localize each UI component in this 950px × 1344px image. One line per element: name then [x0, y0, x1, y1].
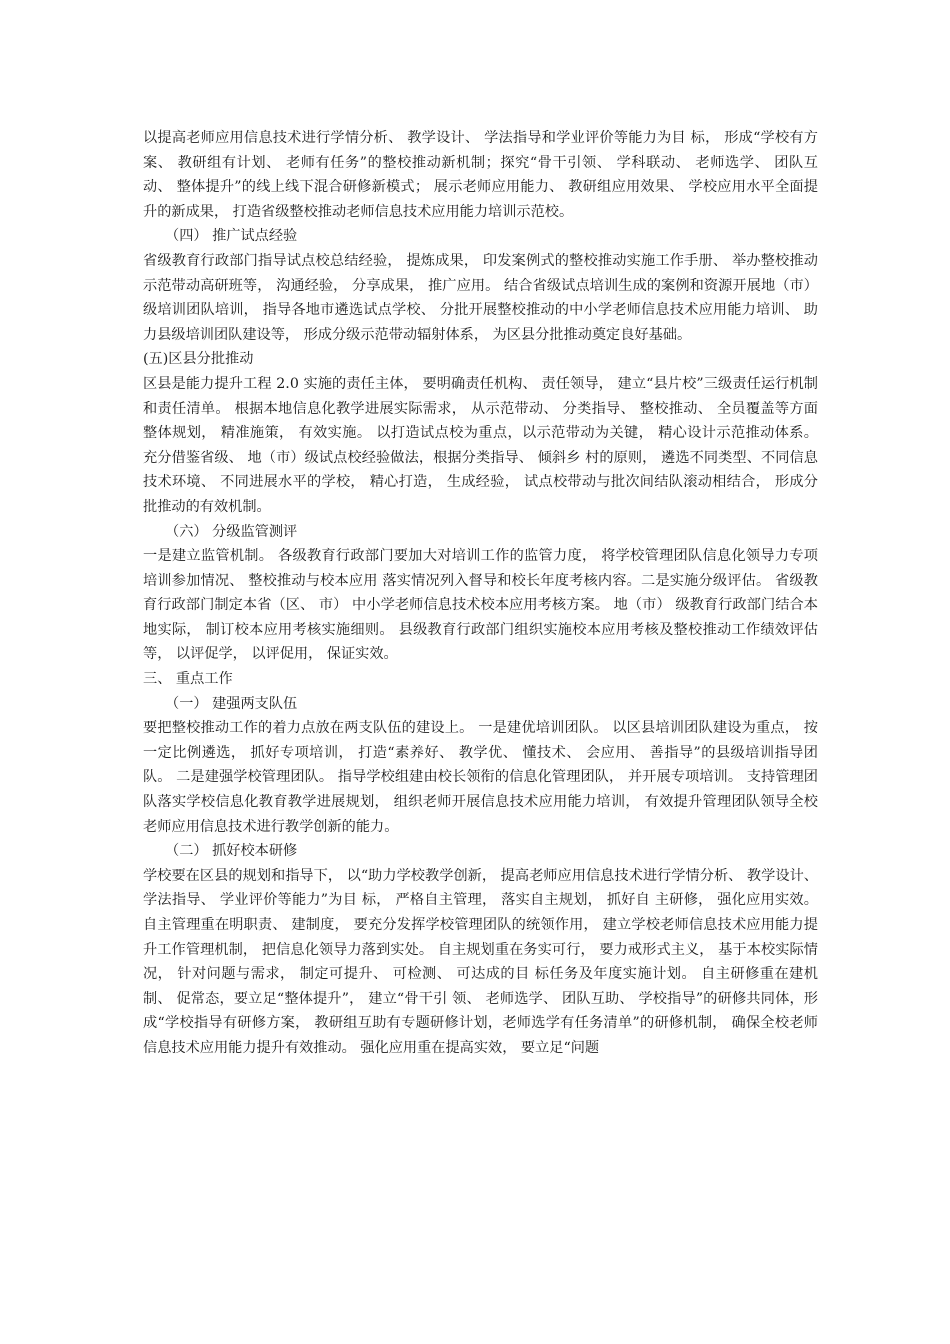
paragraph-school-research: 学校要在区县的规划和指导下， 以“助力学校教学创新， 提高老师应用信息技术进行学情分析、 教学设计、 学法指导、 学业评价等能力”为目 标， 严格自主管理， 落实自主规划， 抓好自 主研修， 强化应用实效。 自主管理重在明职责、 建制度， 要充分发挥学校管理团队的统领作用， 建立学校老师信息技术应用能力提升工作管理机制， 把信息化领导力落到实处。 自主规划重在务实可行， 要力戒形式主义， 基于本校实际情况， 针对问题与需求， 制定可提升、 可检测、 可达成的目 标任务及年度实施计划。 自主研修重在建机制、 促常态，要立足“整体提升”， 建立“骨干引 领、 老师选学、 团队互助、 学校指导”的研修共同体，形成“学校指导有研修方案， 教研组互助有专题研修计划，老师选学有任务清单”的研修机制， 确保全校老师信息技术应用能力提升有效推动。 强化应用重在提高实效， 要立足“问题: [143, 867, 818, 1056]
heading-promote-pilot: （四） 推广试点经验: [165, 228, 298, 245]
paragraph-training-goal: 以提高老师应用信息技术进行学情分析、 教学设计、 学法指导和学业评价等能力为目 标， 形成“学校有方案、 教研组有计划、 老师有任务”的整校推动新机制；探究“骨干引领、 学科联动、 老师选学、 团队互动、 整体提升”的线上线下混合研修新模式； 展示老师应用能力、 教研组应用效果、 学校应用水平全面提升的新成果， 打造省级整校推动老师信息技术应用能力培训示范校。: [143, 130, 818, 220]
paragraph-promote-pilot: 省级教育行政部门指导试点校总结经验， 提炼成果， 印发案例式的整校推动实施工作手册、 举办整校推动示范带动高研班等， 沟通经验， 分享成果， 推广应用。 结合省级试点培训生成的案例和资源开展地（市） 级培训团队培训， 指导各地市遴选试点学校、 分批开展整校推动的中小学老师信息技术应用能力培训、 助力县级培训团队建设等， 形成分级示范带动辐射体系， 为区县分批推动奠定良好基础。: [143, 252, 818, 343]
paragraph-county-rollout: 区县是能力提升工程 2.0 实施的责任主体， 要明确责任机构、 责任领导， 建立“县片校”三级责任运行机制和责任清单。 根据本地信息化教学进展实际需求， 从示范带动、 分类指导、 整校推动、 全员覆盖等方面整体规划， 精准施策， 有效实施。 以打造试点校为重点，以示范带动为关键， 精心设计示范推动体系。 充分借鉴省级、 地（市）级试点校经验做法，根据分类指导、 倾斜乡 村的原则， 遴选不同类型、不同信息技术环境、 不同进展水平的学校， 精心打造， 生成经验， 试点校带动与批次间结队滚动相结合， 形成分批推动的有效机制。: [143, 375, 818, 515]
document-page: [143, 126, 818, 1061]
heading-school-research: （二） 抓好校本研修: [165, 843, 298, 860]
heading-county-rollout: (五)区县分批推动: [143, 351, 254, 368]
paragraph-two-teams: 要把整校推动工作的着力点放在两支队伍的建设上。 一是建优培训团队。 以区县培训团队建设为重点， 按一定比例遴选， 抓好专项培训， 打造“素养好、 教学优、 懂技术、 会应用、 善指导”的县级培训指导团队。 二是建强学校管理团队。 指导学校组建由校长领衔的信息化管理团队， 并开展专项培训。 支持管理团队落实学校信息化教育教学进展规划， 组织老师开展信息技术应用能力培训， 有效提升管理团队领导全校老师应用信息技术进行教学创新的能力。: [143, 720, 818, 835]
heading-supervision: （六） 分级监管测评: [165, 523, 298, 540]
heading-key-work: 三、 重点工作: [143, 671, 233, 688]
heading-two-teams: （一） 建强两支队伍: [165, 695, 298, 712]
paragraph-supervision: 一是建立监管机制。 各级教育行政部门要加大对培训工作的监管力度， 将学校管理团队信息化领导力专项培训参加情况、 整校推动与校本应用 落实情况列入督导和校长年度考核内容。二是实施分级评估。 省级教育行政部门制定本省（区、 市） 中小学老师信息技术校本应用考核方案。 地（市） 级教育行政部门结合本地实际， 制订校本应用考核实施细则。 县级教育行政部门组织实施校本应用考核及整校推动工作绩效评估等， 以评促学， 以评促用， 保证实效。: [143, 548, 818, 663]
